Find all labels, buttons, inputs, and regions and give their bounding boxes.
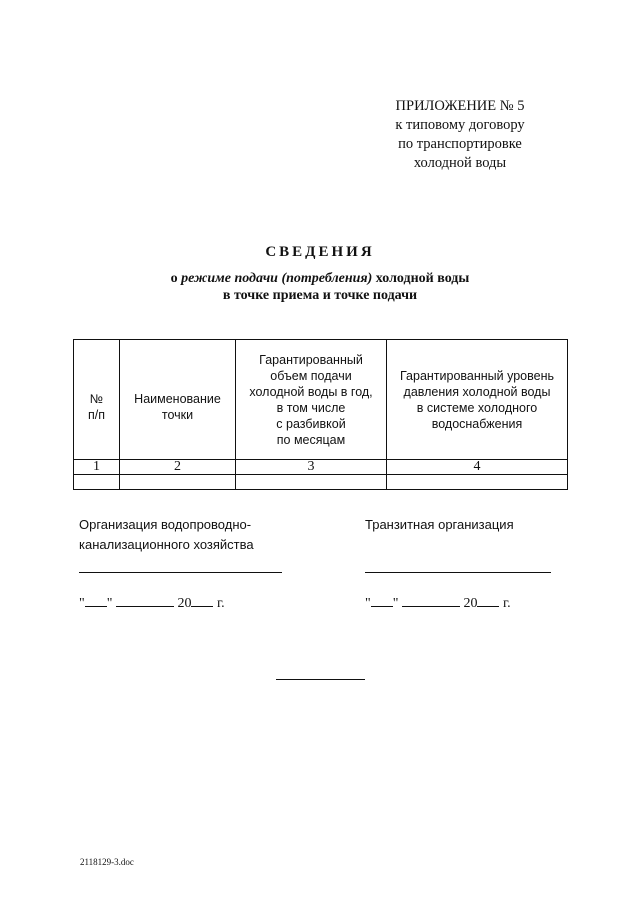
column-number: 1 <box>74 460 120 475</box>
empty-cell[interactable] <box>74 475 120 490</box>
appendix-line-2: по транспортировке <box>398 136 522 152</box>
subtitle-line-2: в точке приема и точке подачи <box>222 288 418 303</box>
closing-divider-line <box>276 679 365 680</box>
table-column-numbers-row <box>74 460 568 475</box>
left-date-field[interactable]: " " 20 г. <box>79 596 225 611</box>
column-number: 4 <box>387 460 568 475</box>
subtitle-line-1: о режиме подачи (потребления) холодной воды <box>170 271 470 286</box>
table-header-row <box>74 340 568 460</box>
column-number: 3 <box>236 460 387 475</box>
header-guaranteed-volume: Гарантированный объем подачи холодной воды в год, в том числе с разбивкой по месяцам <box>236 340 387 460</box>
right-date-field[interactable]: " " 20 г. <box>365 596 511 611</box>
empty-cell[interactable] <box>120 475 236 490</box>
table-row <box>74 475 568 490</box>
header-guaranteed-pressure: Гарантированный уровень давления холодной воды в системе холодного водоснабжения <box>387 340 568 460</box>
appendix-title: ПРИЛОЖЕНИЕ № 5 <box>395 98 525 114</box>
transit-organization-label: Транзитная организация <box>365 517 514 532</box>
empty-cell[interactable] <box>236 475 387 490</box>
appendix-line-3: холодной воды <box>413 155 507 171</box>
header-number: № п/п <box>74 340 120 460</box>
column-number: 2 <box>120 460 236 475</box>
header-point-name: Наименование точки <box>120 340 236 460</box>
document-file-id: 2118129-3.doc <box>80 857 134 867</box>
water-utility-organization-label: Организация водопроводно- канализационного хозяйства <box>79 517 254 552</box>
empty-cell[interactable] <box>387 475 568 490</box>
document-subtitle <box>0 270 640 304</box>
supply-mode-table <box>73 339 568 490</box>
right-signature-line[interactable] <box>365 572 551 573</box>
appendix-header <box>360 97 560 173</box>
left-signature-line[interactable] <box>79 572 282 573</box>
document-title: СВЕДЕНИЯ <box>265 244 375 260</box>
appendix-line-1: к типовому договору <box>395 117 525 133</box>
